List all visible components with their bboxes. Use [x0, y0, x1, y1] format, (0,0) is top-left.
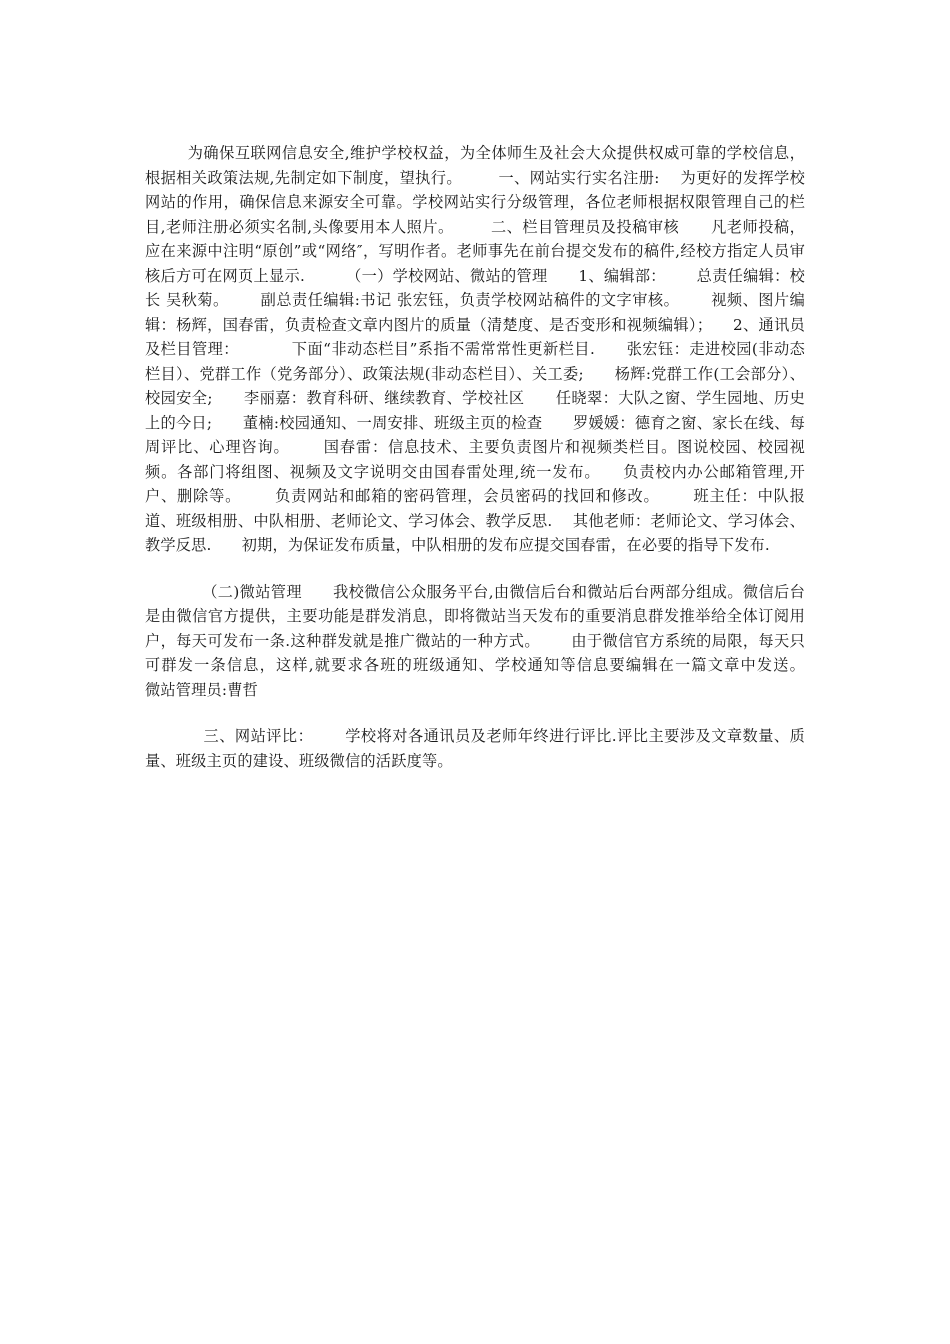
paragraph-microsite-management: （二)微站管理 我校微信公众服务平台,由微信后台和微站后台两部分组成。微信后台是由微信官方提供，主要功能是群发消息，即将微站当天发布的重要消息群发推举给全体订阅用户，每天可发布一条.这种群发就是推广微站的一种方式。 由于微信官方系统的局限，每天只可群发一条信息，这样,就要求各班的班级通知、学校通知等信息要编辑在一篇文章中发送。 微站管理员:曹哲 [145, 582, 836, 699]
document-body [145, 141, 836, 773]
paragraph-website-management: 为确保互联网信息安全,维护学校权益，为全体师生及社会大众提供权威可靠的学校信息，根据相关政策法规,先制定如下制度，望执行。 一、网站实行实名注册: 为更好的发挥学校网站的作用，确保信息来源安全可靠。学校网站实行分级管理，各位老师根据权限管理自己的栏目,老师注册必须实名制,头像要用本人照片。 二、栏目管理员及投稿审核 凡老师投稿，应在来源中注明“原创”或“网络″，写明作者。老师事先在前台提交发布的稿件,经校方指定人员审核后方可在网页上显示. （一）学校网站、微站的管理 1、编辑部： 总责任编辑：校长 吴秋菊。 副总责任编辑:书记 张宏钰，负责学校网站稿件的文字审核。 视频、图片编辑：杨辉，国春雷，负责检查文章内图片的质量（清楚度、是否变形和视频编辑）； 2、通讯员及栏目管理： 下面“非动态栏目”系指不需常常性更新栏目. 张宏钰：走进校园(非动态栏目）、党群工作（党务部分）、政策法规(非动态栏目）、关工委; 杨辉:党群工作(工会部分）、校园安全; 李丽嘉：教育科研、继续教育、学校社区 任晓翠：大队之窗、学生园地、历史上的今日; 董楠:校园通知、一周安排、班级主页的检查 罗媛媛：德育之窗、家长在线、每周评比、心理咨询。 国春雷：信息技术、主要负责图片和视频类栏目。图说校园、校园视频。各部门将组图、视频及文字说明交由国春雷处理,统一发布。 负责校内办公邮箱管理,开户、删除等。 负责网站和邮箱的密码管理，会员密码的找回和修改。 班主任：中队报道、班级相册、中队相册、老师论文、学习体会、教学反思. 其他老师：老师论文、学习体会、教学反思. 初期，为保证发布质量，中队相册的发布应提交国春雷，在必要的指导下发布. [145, 144, 805, 554]
paragraph-website-evaluation: 三、网站评比： 学校将对各通讯员及老师年终进行评比.评比主要涉及文章数量、质量、班级主页的建设、班级微信的活跃度等。 [145, 727, 805, 770]
